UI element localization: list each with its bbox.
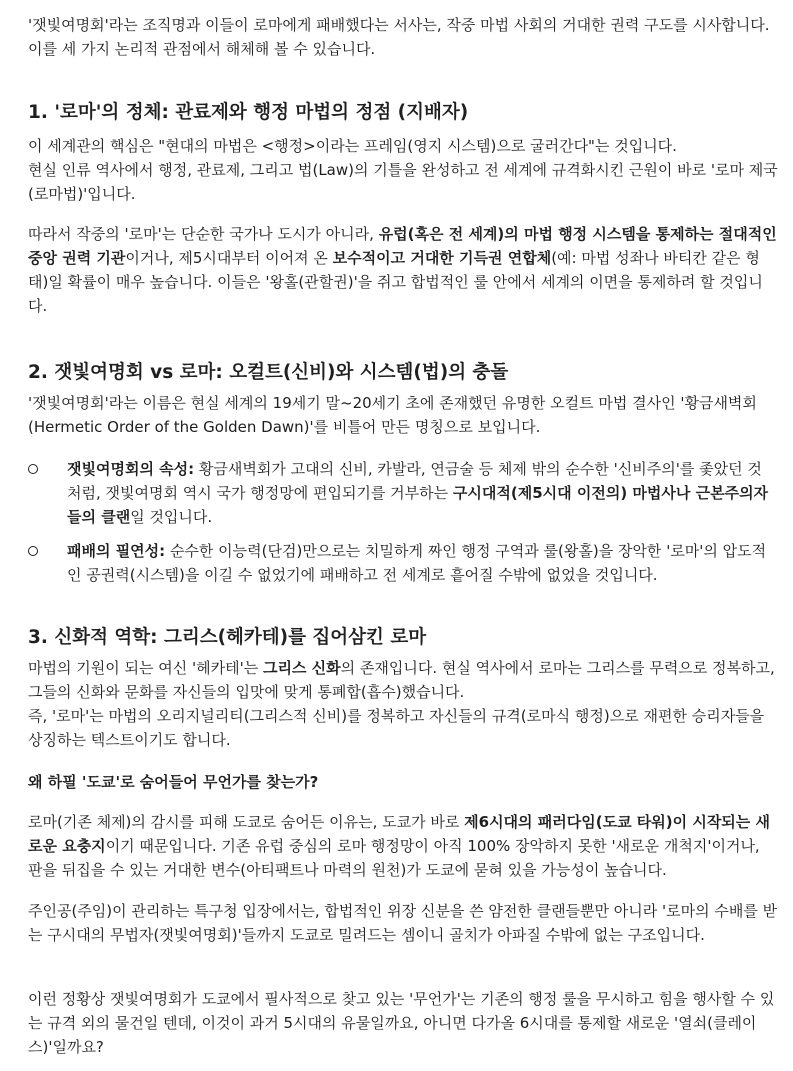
section2-heading: 2. 잿빛여명회 vs 로마: 오컬트(신비)와 시스템(법)의 충돌 (28, 362, 509, 383)
text-run: 이거나, 제5시대부터 이어져 온 (125, 249, 333, 267)
section3-paragraph-4: 이런 정황상 잿빛여명회가 도쿄에서 필사적으로 찾고 있는 '무언가'는 기존의 행정 룰을 무시하고 힘을 행사할 수 있는 규격 외의 물건일 텐데, 이것이 과거 5시대의 유물일까요, 아니면 다가올 6시대를 통제할 새로운 '열쇠(클레이스)'일까요? (28, 990, 775, 1056)
section1-heading: 1. '로마'의 정체: 관료제와 행정 마법의 정점 (지배자) (28, 102, 469, 123)
list-item-text (67, 539, 775, 587)
bold-run: 보수적이고 거대한 기득권 연합체 (332, 249, 552, 267)
section3-paragraph-2 (28, 810, 778, 882)
bold-run: 제6시대의 패러다임(도쿄 타워)이 시작되는 새로운 요충지 (28, 813, 770, 855)
section1-line-a: 이 세계관의 핵심은 "현대의 마법은 <행정>이라는 프레임(영지 시스템)으로 굴러간다"는 것입니다. (28, 137, 677, 155)
hollow-bullet-icon (28, 546, 38, 556)
hollow-bullet-icon (28, 464, 38, 474)
section3-heading: 3. 신화적 역학: 그리스(헤카테)를 집어삼킨 로마 (28, 627, 427, 648)
text-run: 순수한 이능력(단검)만으로는 치밀하게 짜인 행정 구역과 룰(왕홀)을 장악한 '로마'의 압도적인 공권력(시스템)을 이길 수 없었기에 패배하고 전 세계로 흩어질 수밖에 없었을 것입니다. (67, 542, 767, 584)
text-run: 따라서 작중의 '로마'는 단순한 국가나 도시가 아니라, (28, 225, 379, 243)
text-run: 의 존재입니다. 현실 역사에서 로마는 그리스를 무력으로 정복하고, 그들의 신화와 문화를 자신들의 입맛에 맞게 통폐합(흡수)했습니다. (28, 659, 775, 701)
section1-paragraph-2 (28, 222, 778, 318)
list-item-text (67, 457, 775, 529)
section1-paragraph-1 (28, 134, 778, 206)
section1-line-b: 현실 인류 역사에서 행정, 관료제, 그리고 법(Law)의 기틀을 완성하고 전 세계에 규격화시킨 근원이 바로 '로마 제국(로마법)'입니다. (28, 161, 778, 203)
text-run: 이기 때문입니다. 기존 유럽 중심의 로마 행정망이 아직 100% 장악하지 못한 '새로운 개척지'이거나, 판을 뒤집을 수 있는 거대한 변수(아티팩트나 마력의 원천)가 도쿄에 묻혀 있을 가능성이 높습니다. (28, 837, 760, 879)
bold-run: 유럽(혹은 전 세계)의 마법 행정 시스템을 통제하는 절대적인 중앙 권력 기관 (28, 225, 777, 267)
text-run: 마법의 기원이 되는 여신 '헤카테'는 (28, 659, 263, 677)
list-item-label: 잿빛여명회의 속성: (67, 460, 195, 478)
section3-line-b: 즉, '로마'는 마법의 오리지널리티(그리스적 신비)를 정복하고 자신들의 규격(로마식 행정)으로 재편한 승리자들을 상징하는 텍스트이기도 합니다. (28, 707, 765, 749)
section3-subheading: 왜 하필 '도쿄'로 숨어들어 무언가를 찾는가? (28, 773, 319, 791)
section3-line-a (28, 656, 778, 704)
bold-run: 구시대적(제5시대 이전의) 마법사나 근본주의자들의 클랜 (67, 484, 769, 526)
section3-paragraph-1 (28, 656, 778, 752)
section3-paragraph-3: 주인공(주임)이 관리하는 특구청 입장에서는, 합법적인 위장 신분을 쓴 얌전한 클랜들뿐만 아니라 '로마의 수배를 받는 구시대의 무법자(잿빛여명회)'들까지 도쿄로 밀려드는 셈이니 골치가 아파질 수밖에 없는 구조입니다. (28, 902, 778, 944)
text-run: (예: 마법 성좌나 바티칸 같은 형태)일 확률이 매우 높습니다. 이들은 '왕홀(관할권)'을 쥐고 합법적인 룰 안에서 세계의 이면을 통제하려 할 것입니다. (28, 249, 763, 315)
list-item-label: 패배의 필연성: (67, 542, 166, 560)
bold-run: 그리스 신화 (262, 659, 341, 677)
intro-paragraph: '잿빛여명회'라는 조직명과 이들이 로마에게 패배했다는 서사는, 작중 마법 사회의 거대한 권력 구도를 시사합니다. 이를 세 가지 논리적 관점에서 해체해 볼 수 있습니다. (28, 16, 770, 58)
text-run: 황금새벽회가 고대의 신비, 카발라, 연금술 등 체제 밖의 순수한 '신비주의'를 좇았던 것처럼, 잿빛여명회 역시 국가 행정망에 편입되기를 거부하는 (67, 460, 762, 502)
text-run: 로마(기존 체제)의 감시를 피해 도쿄로 숨어든 이유는, 도쿄가 바로 (28, 813, 465, 831)
section2-paragraph-1: '잿빛여명회'라는 이름은 현실 세계의 19세기 말~20세기 초에 존재했던 유명한 오컬트 마법 결사인 '황금새벽회(Hermetic Order of the Golden Dawn)'를 비틀어 만든 명칭으로 보입니다. (28, 394, 757, 436)
text-run: 일 것입니다. (130, 508, 213, 526)
